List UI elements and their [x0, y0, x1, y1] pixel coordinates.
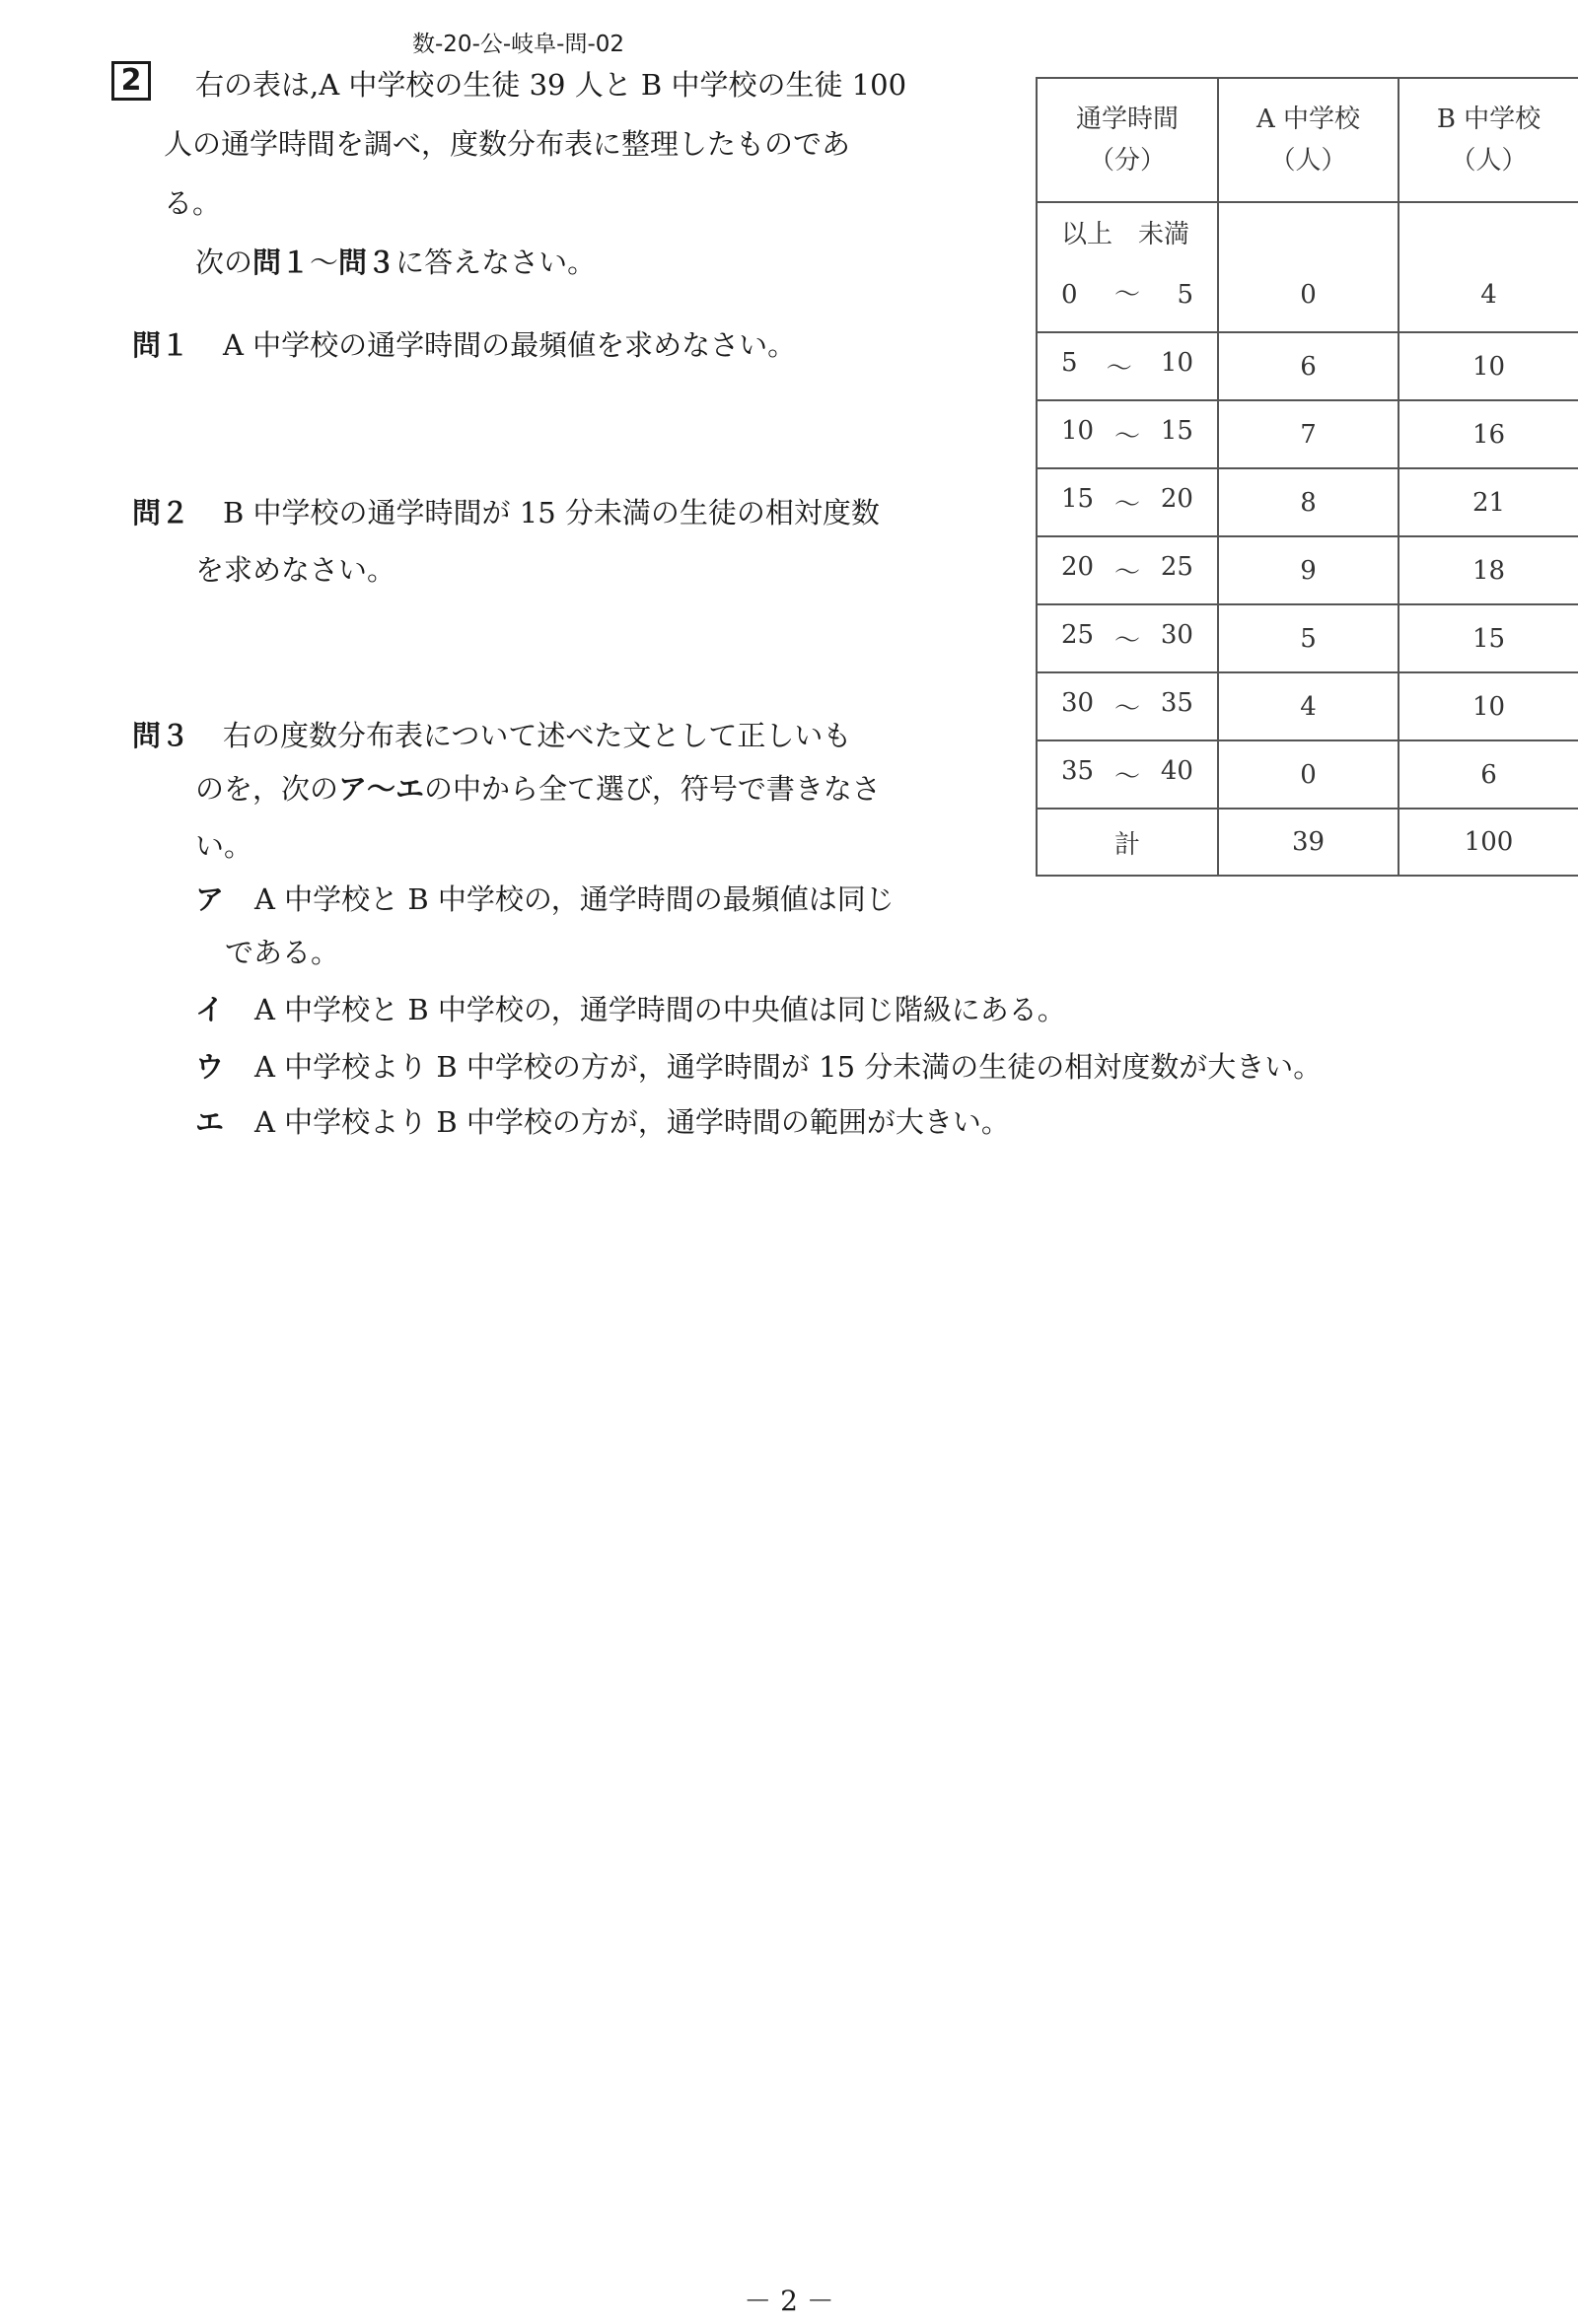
- school-b-count: 10: [1399, 672, 1578, 740]
- range-tilde: ～: [1106, 354, 1132, 384]
- range-tilde: ～: [1113, 762, 1140, 792]
- intro-q1-ref: 問１: [252, 246, 311, 279]
- school-b-count: [1399, 202, 1578, 332]
- table-row: [1037, 536, 1578, 604]
- intro-line-1: 右の表は,A 中学校の生徒 39 人と B 中学校の生徒 100: [195, 68, 907, 102]
- school-a-count: 0: [1218, 740, 1399, 809]
- question-number-box: 2: [111, 61, 151, 101]
- q3-line-2-post: の中から全て選び，符号で書きなさ: [424, 772, 881, 806]
- class-range: [1038, 348, 1217, 385]
- range-from: 0: [1061, 280, 1078, 310]
- table-row: [1037, 400, 1578, 468]
- intro-line-4: [195, 243, 596, 282]
- intro-q3-ref: 問３: [338, 246, 396, 279]
- header-commute-time-line-1: 通学時間: [1075, 105, 1179, 134]
- range-to: 10: [1160, 348, 1193, 378]
- school-b-count: 16: [1399, 400, 1578, 468]
- range-tilde: ～: [1113, 422, 1140, 452]
- option-u-mark: ウ: [195, 1050, 225, 1084]
- intro-tilde: ～: [310, 246, 339, 279]
- school-a-value: 0: [1300, 280, 1317, 310]
- q2-line-2: を求めなさい。: [195, 553, 396, 587]
- intro-line-4-post: に答えなさい。: [395, 246, 597, 279]
- school-a-count: 6: [1218, 332, 1399, 400]
- range-from: 10: [1061, 416, 1095, 446]
- range-tilde: ～: [1113, 694, 1140, 724]
- class-range: [1038, 484, 1217, 521]
- class-range-cell: [1037, 400, 1218, 468]
- range-to: 30: [1160, 620, 1193, 650]
- class-range-cell: [1037, 468, 1218, 536]
- q3-line-1: 右の度数分布表について述べた文として正しいも: [223, 719, 852, 752]
- school-a-count: 7: [1218, 400, 1399, 468]
- option-a-mark: ア: [195, 882, 225, 916]
- table-row: [1037, 604, 1578, 672]
- frequency-table: [1036, 77, 1578, 877]
- range-tilde: ～: [1113, 626, 1140, 656]
- table-row: [1037, 332, 1578, 400]
- intro-line-2: 人の通学時間を調べ，度数分布表に整理したものであ: [164, 127, 851, 161]
- header-school-b-line-2: （人）: [1450, 146, 1528, 176]
- class-range: [1038, 262, 1217, 331]
- table-row: [1037, 672, 1578, 740]
- school-b-value: 4: [1480, 280, 1497, 310]
- q2-label: 問２: [132, 496, 190, 529]
- school-b-count: 6: [1399, 740, 1578, 809]
- class-range: [1038, 620, 1217, 657]
- q1-label: 問１: [132, 328, 190, 362]
- class-range-cell: [1037, 672, 1218, 740]
- table-header-row: [1037, 78, 1578, 202]
- header-school-a-line-1: A 中学校: [1255, 105, 1361, 134]
- total-school-a: 39: [1218, 809, 1399, 876]
- class-range-cell: [1037, 604, 1218, 672]
- q3-line-2: [195, 769, 881, 809]
- school-b-count: 10: [1399, 332, 1578, 400]
- q3-choices-ref: ア～エ: [338, 772, 425, 806]
- school-a-count: 4: [1218, 672, 1399, 740]
- option-u-line-1: A 中学校より B 中学校の方が，通学時間が 15 分未満の生徒の相対度数が大きい。: [254, 1050, 1323, 1084]
- q1-text: A 中学校の通学時間の最頻値を求めなさい。: [223, 328, 797, 362]
- range-from: 20: [1061, 552, 1095, 582]
- table-total-row: [1037, 809, 1578, 876]
- page-number: － 2 －: [744, 2285, 834, 2317]
- option-i-mark: イ: [195, 993, 225, 1026]
- header-school-a: [1218, 78, 1399, 202]
- range-to: 20: [1160, 484, 1193, 514]
- class-range-cell: [1037, 536, 1218, 604]
- intro-line-3: る。: [164, 186, 222, 220]
- document-code: 数-20-公-岐阜-問-02: [412, 32, 625, 57]
- range-to: 15: [1160, 416, 1193, 446]
- option-e-mark: エ: [195, 1105, 225, 1139]
- q3-line-2-pre: のを，次の: [195, 772, 339, 806]
- option-i-line-1: A 中学校と B 中学校の，通学時間の中央値は同じ階級にある。: [254, 993, 1066, 1026]
- q3-line-3: い。: [195, 829, 253, 863]
- range-tilde: ～: [1113, 490, 1140, 520]
- range-to: 40: [1160, 756, 1193, 786]
- q2-line-1: B 中学校の通学時間が 15 分未満の生徒の相対度数: [223, 496, 880, 529]
- option-a-line-1: A 中学校と B 中学校の，通学時間の最頻値は同じ: [254, 882, 895, 916]
- range-tilde: ～: [1113, 280, 1140, 310]
- class-range: [1038, 416, 1217, 453]
- class-range-cell: [1037, 740, 1218, 809]
- option-e-line-1: A 中学校より B 中学校の方が，通学時間の範囲が大きい。: [254, 1105, 1010, 1139]
- range-from: 30: [1061, 688, 1095, 718]
- table-row: [1037, 202, 1578, 332]
- table-row: [1037, 468, 1578, 536]
- range-to: 25: [1160, 552, 1193, 582]
- range-from: 25: [1061, 620, 1095, 650]
- total-label: 計: [1037, 809, 1218, 876]
- table-row: [1037, 740, 1578, 809]
- class-range-cell: [1037, 332, 1218, 400]
- q3-label: 問３: [132, 719, 190, 752]
- range-from: 15: [1061, 484, 1095, 514]
- option-a-line-2: である。: [225, 936, 340, 969]
- range-from: 35: [1061, 756, 1095, 786]
- class-range-cell: [1037, 202, 1218, 332]
- range-to: 5: [1177, 280, 1193, 310]
- school-a-count: 9: [1218, 536, 1399, 604]
- intro-line-4-pre: 次の: [195, 246, 253, 279]
- class-range: [1038, 552, 1217, 589]
- ijo-miman-label: 以上 未満: [1061, 220, 1190, 249]
- range-to: 35: [1160, 688, 1193, 718]
- school-a-count: 8: [1218, 468, 1399, 536]
- school-b-count: 21: [1399, 468, 1578, 536]
- school-a-count: [1218, 202, 1399, 332]
- header-commute-time-line-2: （分）: [1088, 146, 1166, 176]
- school-b-count: 15: [1399, 604, 1578, 672]
- total-school-b: 100: [1399, 809, 1578, 876]
- class-range: [1038, 756, 1217, 793]
- header-school-b-line-1: B 中学校: [1436, 105, 1542, 134]
- school-b-count: 18: [1399, 536, 1578, 604]
- school-a-count: 5: [1218, 604, 1399, 672]
- range-from: 5: [1061, 348, 1078, 378]
- class-range: [1038, 688, 1217, 725]
- header-school-b: [1399, 78, 1578, 202]
- header-school-a-line-2: （人）: [1269, 146, 1347, 176]
- range-tilde: ～: [1113, 558, 1140, 588]
- header-commute-time: [1037, 78, 1218, 202]
